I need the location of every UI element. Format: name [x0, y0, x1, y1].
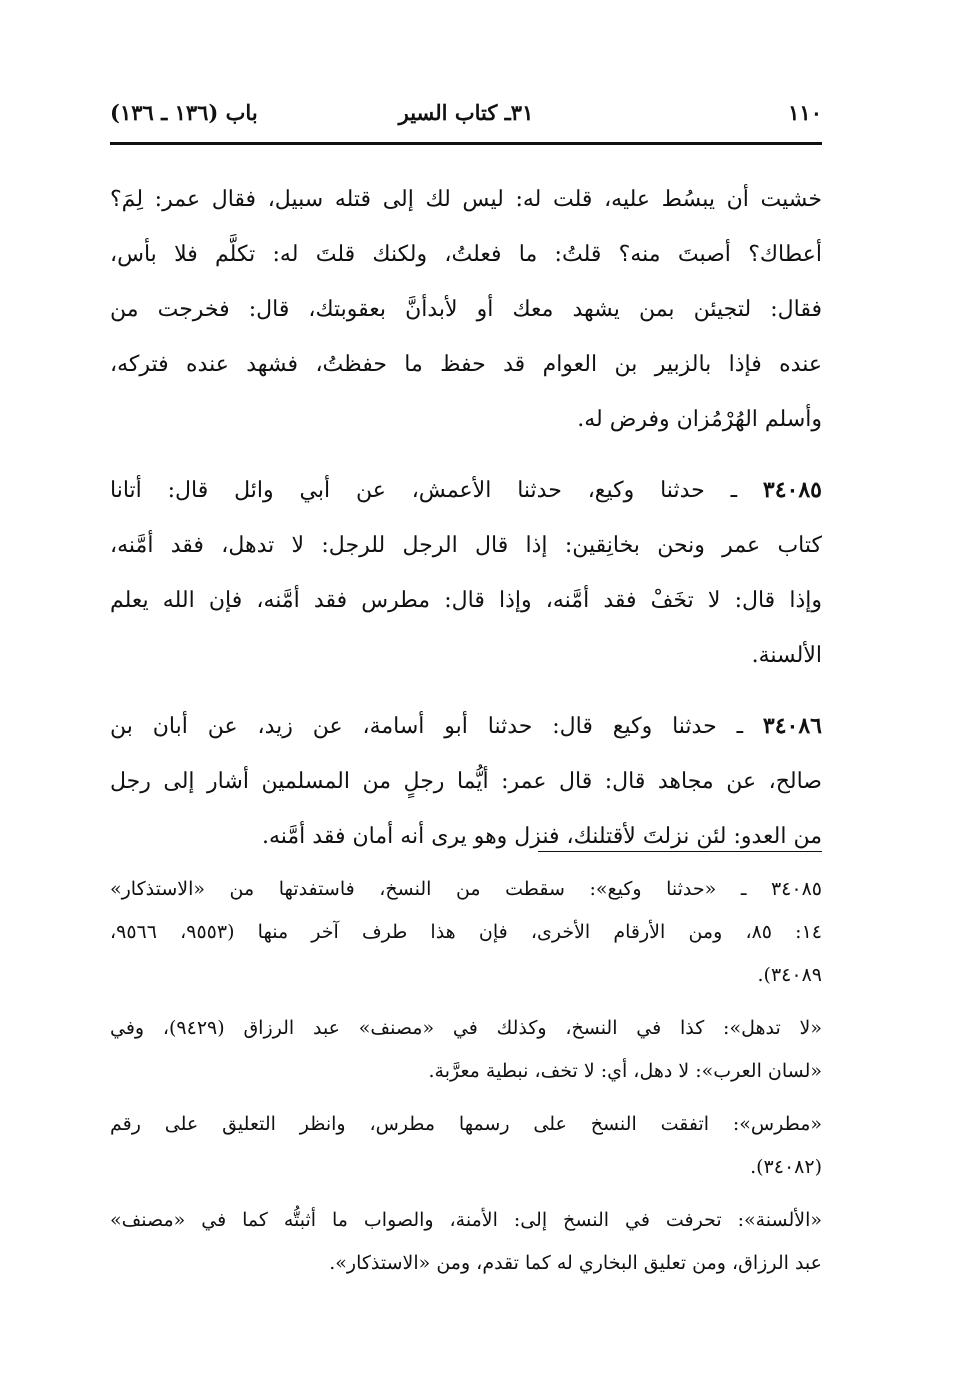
paragraph-continuation [110, 172, 822, 447]
hadith-number: ٣٤٠٨٥ [762, 477, 822, 503]
text-line: من العدو: لئن نزلتَ لأقتلنك، فنزل وهو يرى أنه أمان فقد أمَّنه. [261, 824, 822, 849]
header-rule [110, 142, 822, 145]
text-line: كتاب عمر ونحن بخانِقين: إذا قال الرجل للرجل: لا تدهل، فقد أمَّنه، [110, 533, 822, 558]
text-line: وإذا قال: لا تخَفْ فقد أمَّنه، وإذا قال: مطرس فقد أمَّنه، فإن الله يعلم [110, 588, 822, 613]
footnote-line: ٣٤٠٨٥ ـ «حدثنا وكيع»: سقطت من النسخ، فاستفدتها من «الاستذكار» [110, 878, 822, 900]
text-line [110, 463, 822, 518]
text-line: عنده فإذا بالزبير بن العوام قد حفظ ما حفظتُ، فشهد عنده فتركه، [110, 352, 822, 377]
running-header [110, 92, 822, 132]
hadith-number: ٣٤٠٨٦ [762, 713, 822, 739]
footnote-line: عبد الرزاق، ومن تعليق البخاري له كما تقدم، ومن «الاستذكار». [329, 1252, 822, 1274]
text-line: فقال: لتجيئن بمن يشهد معك أو لأبدأنَّ بعقوبتك، قال: فخرجت من [110, 297, 822, 322]
chapter-range: باب (١٣٦ ـ ١٣٦) [110, 99, 258, 125]
text-line-body: ـ حدثنا وكيع، حدثنا الأعمش، عن أبي وائل قال: أتانا [110, 478, 763, 503]
text-line: صالح، عن مجاهد قال: قال عمر: أيُّما رجلٍ من المسلمين أشار إلى رجل [110, 769, 822, 794]
footnote-line: ٣٤٠٨٩). [757, 964, 822, 986]
hadith-34086 [110, 699, 822, 864]
book-title: ٣١ـ كتاب السير [398, 99, 534, 125]
text-line: وأسلم الهُرْمُزان وفرض له. [577, 407, 822, 432]
footnote-line: «لسان العرب»: لا دهل، أي: لا تخف، نبطية معرَّبة. [428, 1060, 822, 1082]
footnote-separator [538, 851, 822, 852]
text-line [110, 699, 822, 754]
hadith-34085 [110, 463, 822, 683]
footnote-line: (٣٤٠٨٢). [750, 1156, 822, 1178]
footnotes [110, 868, 822, 1285]
text-line: الألسنة. [751, 643, 822, 668]
footnote [110, 1103, 822, 1189]
page-number: ١١٠ [788, 99, 822, 125]
footnote-line: «مطرس»: اتفقت النسخ على رسمها مطرس، وانظر التعليق على رقم [110, 1113, 822, 1135]
text-line-body: ـ حدثنا وكيع قال: حدثنا أبو أسامة، عن زيد، عن أبان بن [110, 714, 763, 739]
footnote [110, 1007, 822, 1093]
footnote-line: «الألسنة»: تحرفت في النسخ إلى: الأمنة، والصواب ما أثبتُّه كما في «مصنف» [110, 1209, 822, 1231]
text-line: خشيت أن يبسُط عليه، قلت له: ليس لك إلى قتله سبيل، فقال عمر: لِمَ؟ [110, 187, 822, 212]
footnote [110, 868, 822, 997]
footnote-line: ١٤: ٨٥، ومن الأرقام الأخرى، فإن هذا طرف آخر منها (٩٥٥٣، ٩٥٦٦، [110, 921, 822, 943]
text-line: أعطاك؟ أصبتَ منه؟ قلتُ: ما فعلتُ، ولكنك قلتَ له: تكلَّم فلا بأس، [110, 242, 822, 267]
footnote [110, 1199, 822, 1285]
main-text [110, 172, 822, 864]
footnote-line: «لا تدهل»: كذا في النسخ، وكذلك في «مصنف» عبد الرزاق (٩٤٢٩)، وفي [110, 1017, 822, 1039]
